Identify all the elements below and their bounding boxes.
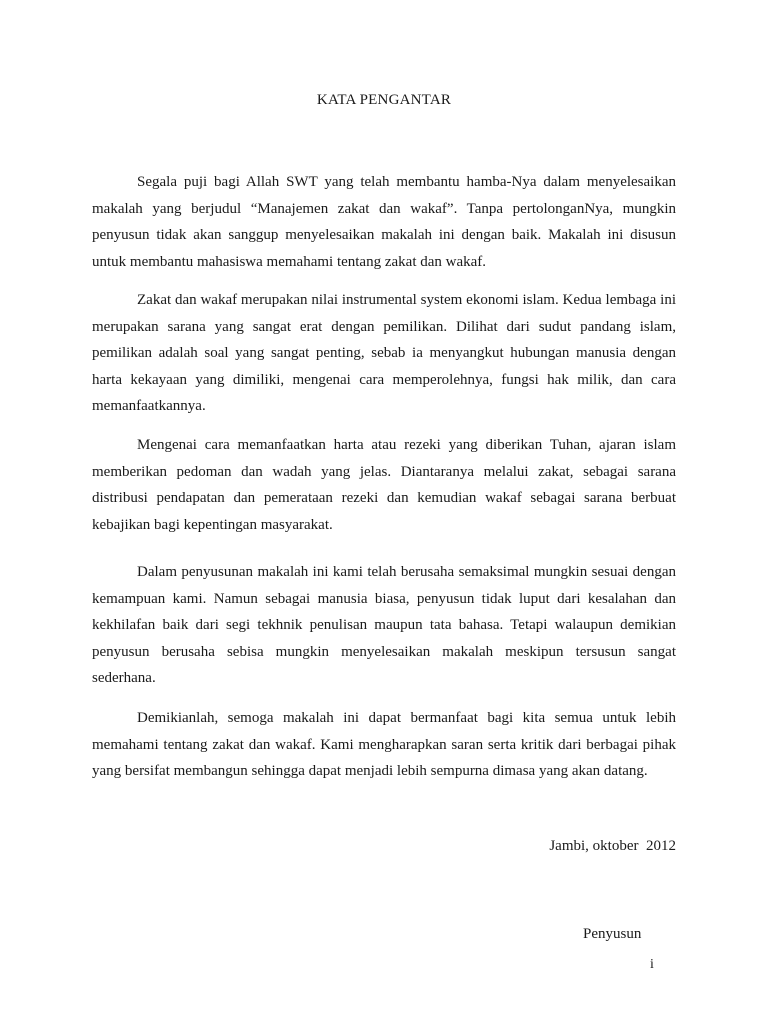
page-title: KATA PENGANTAR: [316, 92, 452, 108]
paragraph-5: Demikianlah, semoga makalah ini dapat bermanfaat bagi kita semua untuk lebih memahami tentang zakat dan wakaf. Kami mengharapkan saran serta kritik dari berbagai pihak yang bersifat membangun sehingga dapat menjadi lebih sempurna dimasa yang akan datang.: [92, 710, 676, 779]
paragraph-2: Zakat dan wakaf merupakan nilai instrumental system ekonomi islam. Kedua lembaga ini merupakan sarana yang sangat erat dengan pemilikan. Dilihat dari sudut pandang islam, pemilikan adalah soal yang sangat penting, sebab ia menyangkut hubungan manusia dengan harta kekayaan yang dimiliki, mengenai cara memperolehnya, fungsi hak milik, dan cara memanfaatkannya.: [92, 292, 676, 414]
place-date: Jambi, oktober 2012: [549, 838, 676, 854]
paragraph-3: Mengenai cara memanfaatkan harta atau rezeki yang diberikan Tuhan, ajaran islam memberikan pedoman dan wadah yang jelas. Diantaranya melalui zakat, sebagai sarana distribusi pendapatan dan pemerataan rezeki dan kemudian wakaf sebagai sarana berbuat kebajikan bagi kepentingan masyarakat.: [92, 437, 676, 533]
paragraph-4: Dalam penyusunan makalah ini kami telah berusaha semaksimal mungkin sesuai dengan kemampuan kami. Namun sebagai manusia biasa, penyusun tidak luput dari kesalahan dan kekhilafan baik dari segi tekhnik penulisan maupun tata bahasa. Tetapi walaupun demikian penyusun berusaha sebisa mungkin menyelesaikan makalah meskipun tersusun sangat sederhana.: [92, 564, 676, 686]
paragraph-1: Segala puji bagi Allah SWT yang telah membantu hamba-Nya dalam menyelesaikan makalah yang berjudul “Manajemen zakat dan wakaf”. Tanpa pertolonganNya, mungkin penyusun tidak akan sanggup menyelesaikan makalah ini dengan baik. Makalah ini disusun untuk membantu mahasiswa memahami tentang zakat dan wakaf.: [92, 174, 676, 270]
page-number: i: [650, 957, 654, 972]
signer-label: Penyusun: [583, 926, 642, 942]
